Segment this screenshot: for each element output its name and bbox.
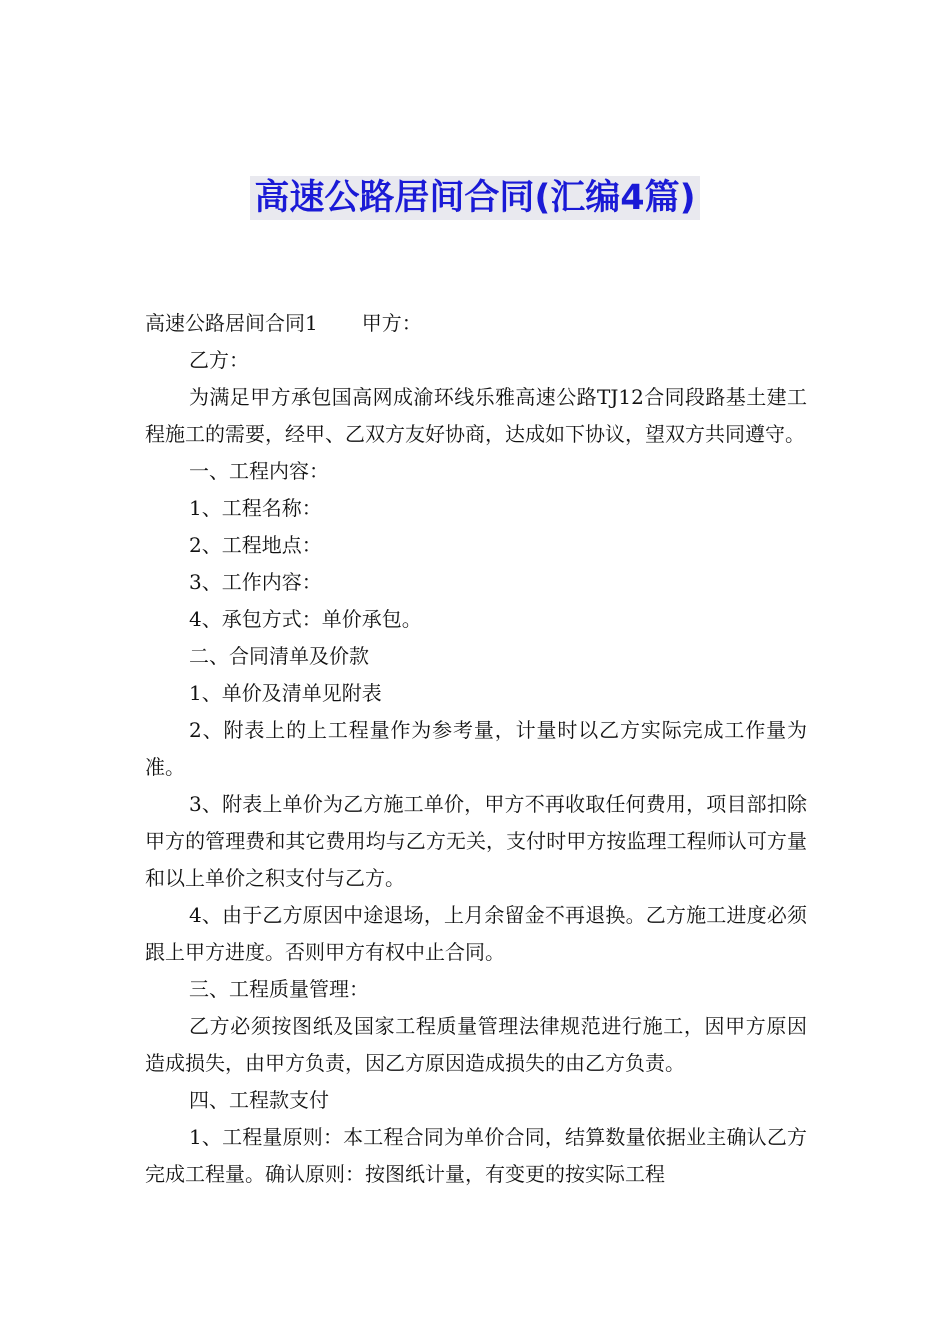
paragraph-item: 2、附表上的上工程量作为参考量，计量时以乙方实际完成工作量为准。 xyxy=(145,718,807,779)
paragraph-quality: 乙方必须按图纸及国家工程质量管理法律规范进行施工，因甲方原因造成损失，由甲方负责，因乙方原因造成损失的由乙方负责。 xyxy=(145,1014,807,1075)
paragraph-item: 1、单价及清单见附表 xyxy=(189,681,382,705)
paragraph-item: 4、承包方式：单价承包。 xyxy=(189,607,422,631)
paragraph-item: 2、工程地点： xyxy=(189,533,322,557)
heading-line xyxy=(145,305,807,342)
paragraph-item: 3、附表上单价为乙方施工单价，甲方不再收取任何费用，项目部扣除甲方的管理费和其它费用均与乙方无关，支付时甲方按监理工程师认可方量和以上单价之积支付与乙方。 xyxy=(145,792,807,890)
paragraph-item: 1、工程名称： xyxy=(189,496,322,520)
paragraph-item: 4、由于乙方原因中途退场，上月余留金不再退换。乙方施工进度必须跟上甲方进度。否则甲方有权中止合同。 xyxy=(145,903,807,964)
document-title: 高速公路居间合同(汇编4篇) xyxy=(250,176,699,220)
contract-heading: 高速公路居间合同1 xyxy=(145,311,318,335)
section-heading-3: 三、工程质量管理： xyxy=(189,977,369,1001)
paragraph-purpose: 为满足甲方承包国高网成渝环线乐雅高速公路TJ12合同段路基土建工程施工的需要，经甲、乙双方友好协商，达成如下协议，望双方共同遵守。 xyxy=(145,385,807,446)
section-heading-2: 二、合同清单及价款 xyxy=(189,644,369,668)
document-body xyxy=(145,305,807,1193)
section-heading-1: 一、工程内容： xyxy=(189,459,329,483)
paragraph-party-b: 乙方： xyxy=(189,348,249,372)
section-heading-4: 四、工程款支付 xyxy=(189,1088,329,1112)
paragraph-item: 3、工作内容： xyxy=(189,570,322,594)
paragraph-item: 1、工程量原则：本工程合同为单价合同，结算数量依据业主确认乙方完成工程量。确认原则：按图纸计量，有变更的按实际工程 xyxy=(145,1125,807,1186)
party-a-label: 甲方： xyxy=(361,311,422,335)
title-container xyxy=(0,176,950,220)
